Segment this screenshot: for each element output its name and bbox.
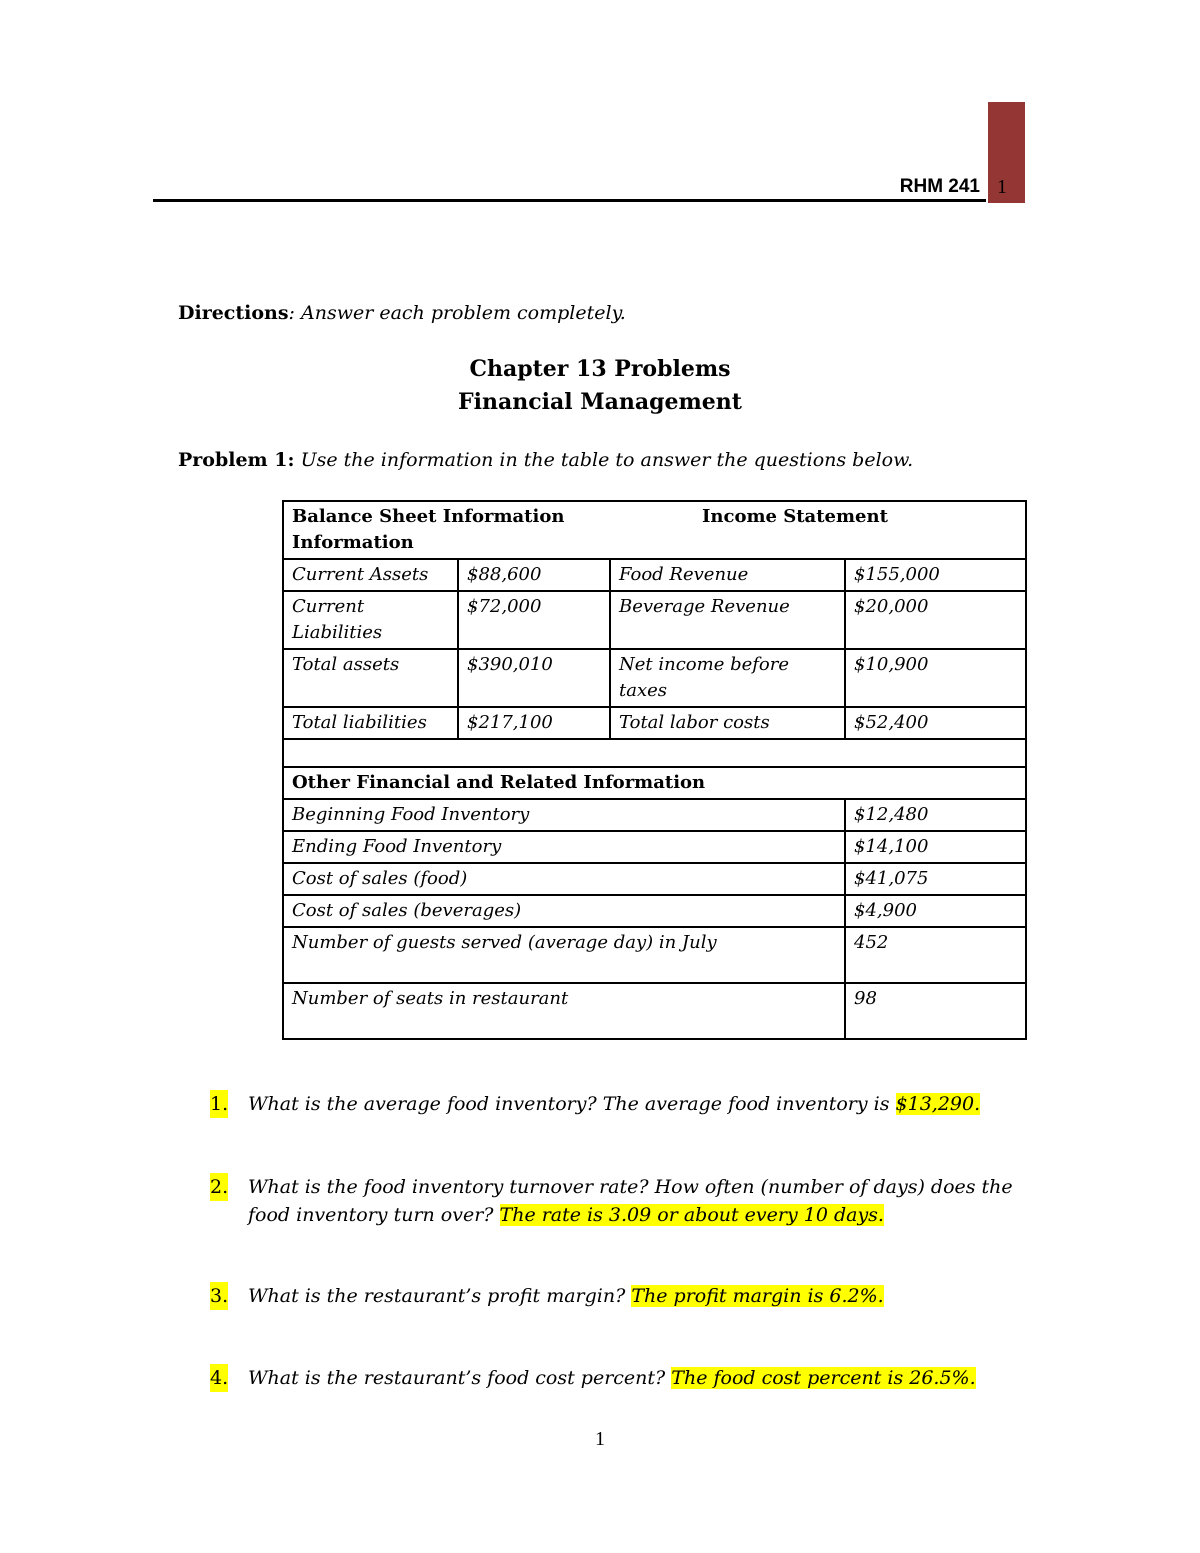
- question-text: What is the restaurant’s profit margin?: [248, 1285, 632, 1307]
- table-header-row: [283, 501, 1026, 559]
- balance-sheet-heading-line2: Information: [292, 532, 414, 553]
- table-row: [283, 559, 1026, 591]
- table-cell: $52,400: [845, 707, 1026, 739]
- table-spacer-cell: [283, 739, 1026, 767]
- problem-1-intro: [178, 449, 913, 471]
- balance-sheet-heading: Balance Sheet Information: [292, 506, 565, 527]
- question-text: What is the average food inventory? The average food inventory is: [248, 1093, 896, 1115]
- table-spacer-row: [283, 739, 1026, 767]
- problem-1-text: Use the information in the table to answer the questions below.: [300, 449, 914, 471]
- table-row: [283, 649, 1026, 707]
- page-subtitle: Financial Management: [458, 389, 742, 415]
- answer-highlight: $13,290.: [895, 1093, 981, 1115]
- directions-text: : Answer each problem completely.: [288, 302, 626, 324]
- table-cell: Beverage Revenue: [610, 591, 845, 649]
- problem-1-label: Problem 1:: [178, 449, 295, 471]
- table-cell: $10,900: [845, 649, 1026, 707]
- table-cell: $20,000: [845, 591, 1026, 649]
- table-cell: Beginning Food Inventory: [283, 799, 845, 831]
- financial-table: [282, 500, 1027, 1040]
- other-info-header-row: [283, 767, 1026, 799]
- other-info-heading: Other Financial and Related Information: [283, 767, 1026, 799]
- directions-label: Directions: [178, 302, 289, 324]
- table-row: [283, 799, 1026, 831]
- question-number: 4.: [210, 1364, 228, 1392]
- table-row: [283, 895, 1026, 927]
- table-row: [283, 591, 1026, 649]
- table-cell: $390,010: [458, 649, 610, 707]
- table-cell: Total assets: [283, 649, 458, 707]
- answer-highlight: The food cost percent is 26.5%.: [671, 1367, 976, 1389]
- table-row: [283, 707, 1026, 739]
- header-page-number: 1: [997, 176, 1007, 198]
- table-cell: Total liabilities: [283, 707, 458, 739]
- page-title: Chapter 13 Problems: [469, 356, 731, 382]
- table-cell: Current Assets: [283, 559, 458, 591]
- table-cell: Total labor costs: [610, 707, 845, 739]
- table-cell: $72,000: [458, 591, 610, 649]
- directions: [178, 302, 626, 324]
- income-statement-heading: Income Statement: [702, 506, 888, 527]
- table-row: [283, 927, 1026, 983]
- table-cell: $155,000: [845, 559, 1026, 591]
- question-text: What is the restaurant’s food cost percent?: [248, 1367, 672, 1389]
- table-cell: 98: [845, 983, 1026, 1039]
- table-cell: Food Revenue: [610, 559, 845, 591]
- table-cell: $14,100: [845, 831, 1026, 863]
- table-cell: Net income before taxes: [610, 649, 845, 707]
- course-code: RHM 241: [899, 176, 980, 197]
- header-rule: [153, 199, 986, 202]
- table-row: [283, 831, 1026, 863]
- page-number: 1: [595, 1428, 605, 1450]
- table-cell: Ending Food Inventory: [283, 831, 845, 863]
- table-cell: $4,900: [845, 895, 1026, 927]
- question-text: What is the food inventory turnover rate? How often (number of days) does the food inventory turn over?: [248, 1176, 1013, 1226]
- table-row: [283, 863, 1026, 895]
- question-number: 3.: [210, 1282, 228, 1310]
- question-number: 1.: [210, 1090, 228, 1118]
- table-cell: $88,600: [458, 559, 610, 591]
- table-cell: $41,075: [845, 863, 1026, 895]
- table-cell: Current Liabilities: [283, 591, 458, 649]
- answer-highlight: The profit margin is 6.2%.: [631, 1285, 884, 1307]
- table-cell: $12,480: [845, 799, 1026, 831]
- table-cell: Cost of sales (beverages): [283, 895, 845, 927]
- table-cell: 452: [845, 927, 1026, 983]
- table-cell: Cost of sales (food): [283, 863, 845, 895]
- table-cell: $217,100: [458, 707, 610, 739]
- question-number: 2.: [210, 1173, 228, 1201]
- table-cell: Number of guests served (average day) in July: [283, 927, 845, 983]
- answer-highlight: The rate is 3.09 or about every 10 days.: [499, 1204, 884, 1226]
- table-cell: Number of seats in restaurant: [283, 983, 845, 1039]
- table-row: [283, 983, 1026, 1039]
- table-header-cell: [283, 501, 1026, 559]
